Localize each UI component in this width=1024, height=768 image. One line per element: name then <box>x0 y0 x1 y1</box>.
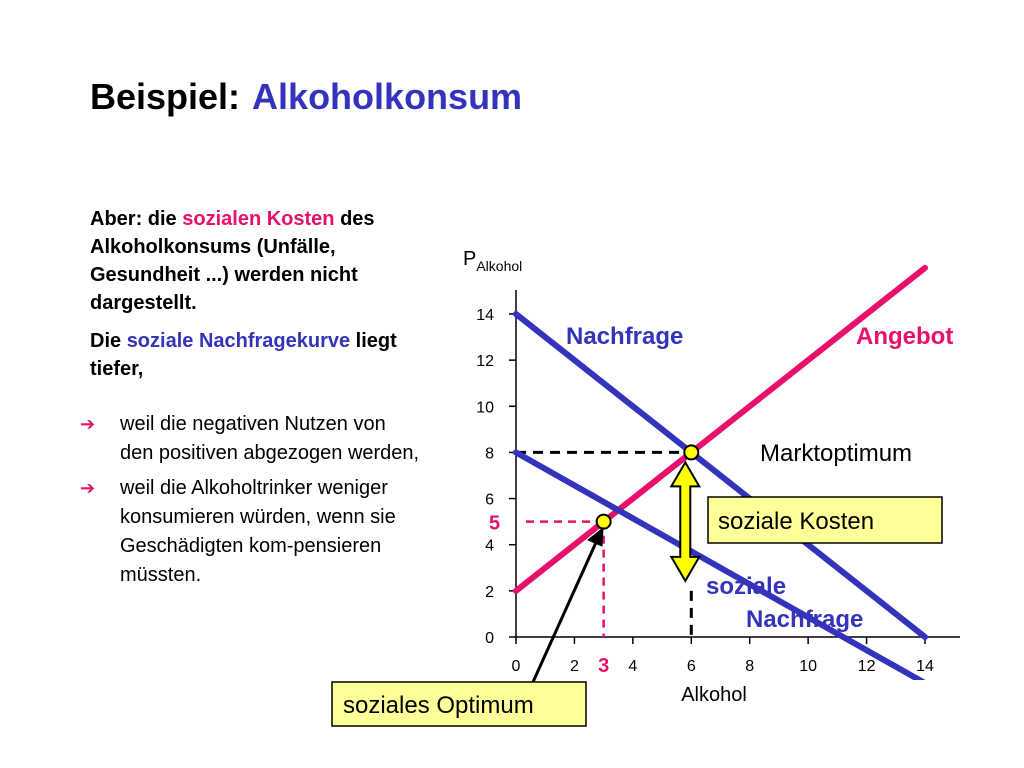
x-tick-label: 0 <box>511 658 521 675</box>
social-demand-label-line1: soziale <box>706 573 787 600</box>
paragraph-social-costs: Aber: die sozialen Kosten des Alkoholkonsums (Unfälle, Gesundheit ...) werden nicht dargestellt. <box>90 208 375 314</box>
demand-label: Nachfrage <box>566 323 684 350</box>
y-axis-label: $P_{Alkohol}$ <box>463 248 523 274</box>
x-tick-label: 6 <box>686 658 696 675</box>
x-tick-label: 4 <box>628 658 638 675</box>
y-tick-label: 10 <box>476 399 494 417</box>
social-optimum-point <box>597 515 611 529</box>
y-tick-label: 2 <box>485 583 494 601</box>
paragraph-social-demand: Die soziale Nachfragekurve liegt tiefer, <box>90 330 397 380</box>
market-optimum-label: Marktoptimum <box>760 440 913 467</box>
social-optimum-price-label: 5 <box>489 512 501 535</box>
supply-label: Angebot <box>856 323 954 350</box>
social-demand-line <box>516 452 925 683</box>
social-costs-double-arrow <box>671 462 699 580</box>
x-tick-label: 12 <box>857 658 876 675</box>
x-tick-label: 14 <box>916 658 934 675</box>
y-tick-label: 6 <box>485 491 494 509</box>
list-item: ➔ weil die negativen Nutzen von den positiven abgezogen werden, <box>80 410 420 468</box>
x-tick-label: 8 <box>745 658 755 675</box>
social-optimum-pointer-line <box>533 538 598 682</box>
y-tick-label: 14 <box>476 307 494 324</box>
x-tick-label: 10 <box>799 658 818 675</box>
arrow-bullet-icon: ➔ <box>80 414 96 434</box>
y-tick-label: 0 <box>485 630 494 647</box>
y-tick-label: 4 <box>485 537 494 555</box>
arrow-bullet-icon: ➔ <box>80 478 96 498</box>
title-prefix: Beispiel: <box>90 76 241 117</box>
guide-lines <box>516 452 691 637</box>
x-tick-label: 2 <box>569 658 579 675</box>
social-demand-label-line2: Nachfrage <box>746 606 864 633</box>
social-optimum-quantity-label: 3 <box>598 655 610 677</box>
social-optimum-label: soziales Optimum <box>343 692 534 719</box>
x-axis-label: Alkohol <box>681 684 747 706</box>
title-topic: Alkoholkonsum <box>252 76 523 117</box>
axes <box>463 248 960 706</box>
social-costs-label: soziale Kosten <box>718 508 875 535</box>
y-tick-label: 12 <box>476 353 494 371</box>
market-optimum-point <box>684 445 698 459</box>
list-item: ➔ weil die Alkoholtrinker weniger konsumieren würden, wenn sie Geschädigten kom-pensieren müssten. <box>80 474 420 590</box>
y-tick-label: 8 <box>485 445 494 463</box>
